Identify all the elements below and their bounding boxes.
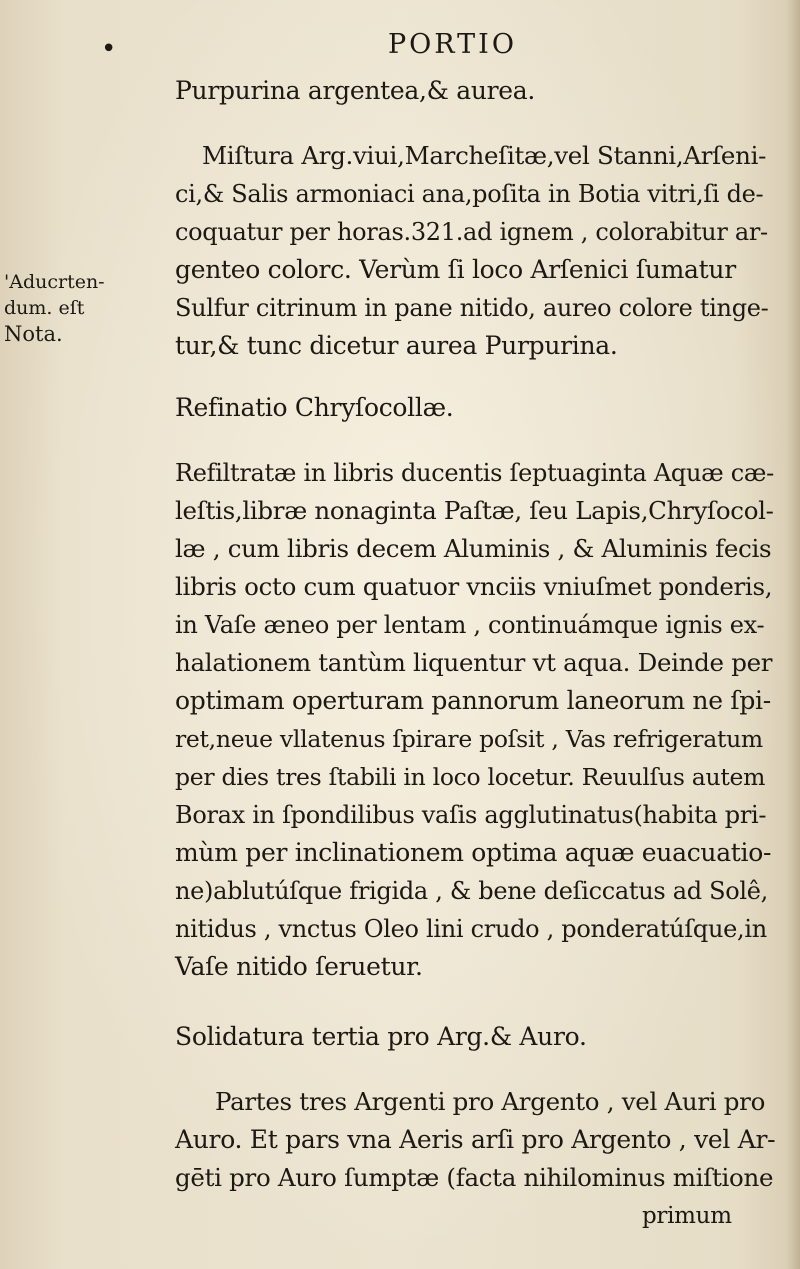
text-line: optimam operturam pannorum laneorum ne ſpi- — [175, 686, 771, 715]
catchword: primum — [642, 1203, 732, 1229]
text-line: Partes tres Argenti pro Argento , vel Auri pro — [215, 1087, 766, 1116]
text-line: Refiltratæ in libris ducentis ſeptuaginta Aquæ cæ- — [175, 459, 774, 487]
text-line: Miſtura Arg.viui,Marcheſitæ,vel Stanni,Arſeni- — [202, 141, 767, 170]
text-line: coquatur per horas.321.ad ignem , colorabitur ar- — [175, 218, 768, 246]
text-line: in Vaſe æneo per lentam , continuámque ignis ex- — [175, 611, 765, 639]
text-line: nitidus , vnctus Oleo lini crudo , ponderatúſque,in — [175, 915, 767, 943]
text-line: Sulfur citrinum in pane nitido, aureo colore tinge- — [175, 294, 769, 322]
section-heading: Refinatio Chryſocollæ. — [175, 393, 454, 422]
text-line: ci,& Salis armoniaci ana,poſita in Botia vitri,ſi de- — [175, 180, 764, 208]
page-bullet: • — [101, 34, 117, 64]
page-edge-shadow — [786, 0, 800, 1269]
text-line: gēti pro Auro ſumptæ (facta nihilominus miſtione — [175, 1163, 774, 1192]
text-line: halationem tantùm liquentur vt aqua. Deinde per — [175, 648, 773, 677]
section-heading: Solidatura tertia pro Arg.& Auro. — [175, 1022, 587, 1051]
text-line: libris octo cum quatuor vnciis vniuſmet ponderis, — [175, 572, 773, 601]
text-line: Auro. Et pars vna Aeris arſi pro Argento , vel Ar- — [175, 1125, 776, 1154]
margin-note-line: Nota. — [4, 322, 63, 346]
text-line: læ , cum libris decem Aluminis , & Aluminis fecis — [175, 534, 772, 563]
margin-note-line: dum. eſt — [4, 297, 85, 319]
text-line: mùm per inclinationem optima aquæ euacuatio- — [175, 838, 772, 867]
text-line: Borax in ſpondilibus vaſis agglutinatus(habita pri- — [175, 801, 767, 829]
text-line: genteo colorc. Verùm ſi loco Arſenici ſumatur — [175, 255, 736, 284]
running-head: PORTIO — [388, 29, 517, 60]
margin-note-line: 'Aducrten- — [4, 271, 105, 293]
text-line: Vaſe nitido ſeruetur. — [175, 952, 423, 981]
text-line: tur,& tunc dicetur aurea Purpurina. — [175, 331, 618, 360]
text-line: leſtis,libræ nonaginta Paſtæ, ſeu Lapis,Chryſocol- — [175, 496, 774, 525]
text-line: ret,neue vllatenus ſpirare poſsit , Vas refrigeratum — [175, 725, 763, 753]
text-line: per dies tres ſtabili in loco locetur. Reuulſus autem — [175, 763, 766, 791]
text-line: ne)ablutúſque frigida , & bene deſiccatus ad Solê, — [175, 877, 769, 905]
section-heading: Purpurina argentea,& aurea. — [175, 76, 536, 105]
